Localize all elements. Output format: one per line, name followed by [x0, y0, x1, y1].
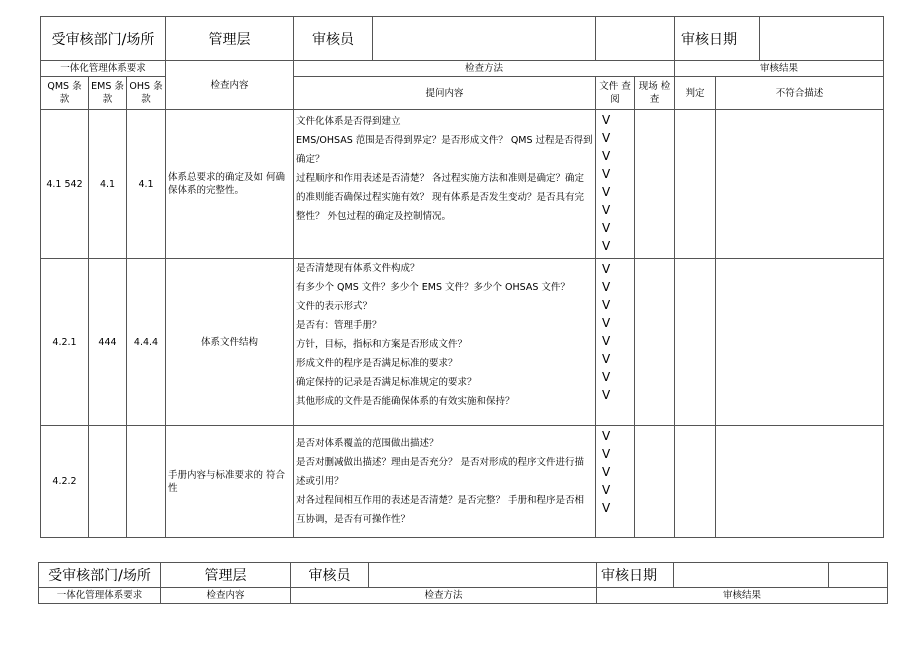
doc-review-marks [596, 259, 635, 426]
question-item: 是否对体系覆盖的范围做出描述？ [296, 438, 439, 449]
audit-checklist-table [40, 16, 884, 538]
qms-clause: 4.1 542 [41, 110, 89, 259]
header-row [39, 563, 888, 588]
check-mark: V [602, 113, 611, 127]
dept-label: 受审核部门/场所 [39, 563, 161, 588]
check-method-header: 检查方法 [291, 588, 597, 604]
integrated-req-header: 一体化管理体系要求 [41, 61, 166, 77]
question-item: 文件化体系是否得到建立 [296, 116, 401, 127]
question-item: 是否对删减做出描述？理由是否充分？ 是否对形成的程序文件进行描述或引用？ [296, 457, 585, 487]
ems-clause [89, 426, 127, 538]
date-label: 审核日期 [597, 563, 674, 587]
question-item: 有多少个 QMS 文件？多少个 EMS 文件？多少个 OHSAS 文件？ [296, 282, 570, 293]
nonconformity-header: 不符合描述 [716, 77, 884, 110]
judgement-cell [675, 259, 716, 426]
check-content: 体系总要求的确定及如 何确保体系的完整性。 [166, 110, 294, 259]
dept-value: 管理层 [161, 563, 291, 588]
check-mark: V [602, 298, 611, 312]
check-mark: V [602, 280, 611, 294]
auditor-value [369, 563, 597, 588]
nonconformity-cell [716, 426, 884, 538]
ohs-header: OHS 条款 [127, 77, 166, 110]
question-item: 是否清楚现有体系文件构成？ [296, 263, 420, 274]
question-item: 对各过程间相互作用的表述是否清楚？是否完整？ 手册和程序是否相互协调，是否有可操作性？ [296, 495, 585, 525]
auditor-label: 审核员 [294, 17, 373, 60]
check-mark: V [602, 388, 611, 402]
integrated-req-header: 一体化管理体系要求 [39, 588, 161, 604]
ems-header: EMS 条款 [89, 77, 127, 110]
qms-clause: 4.2.2 [41, 426, 89, 538]
check-mark: V [602, 149, 611, 163]
check-mark: V [602, 262, 611, 276]
question-list [294, 259, 596, 426]
ems-clause: 4.1 [89, 110, 127, 259]
doc-review-marks [596, 110, 635, 259]
questions-header: 提问内容 [294, 77, 596, 110]
question-list [294, 426, 596, 538]
auditor-label: 审核员 [291, 563, 369, 588]
date-cell [675, 17, 884, 61]
doc-review-header: 文件 查阅 [596, 77, 635, 110]
check-mark: V [602, 239, 611, 253]
check-mark: V [602, 167, 611, 181]
check-content: 体系文件结构 [166, 259, 294, 426]
content-header: 检查内容 [161, 588, 291, 604]
check-mark: V [602, 429, 611, 443]
qms-header: QMS 条款 [41, 77, 89, 110]
auditor-value [373, 17, 595, 60]
check-mark: V [602, 185, 611, 199]
check-mark: V [602, 221, 611, 235]
check-mark: V [602, 131, 611, 145]
check-mark: V [602, 352, 611, 366]
auditor-value-ext [596, 17, 675, 61]
auditor-cell [294, 17, 596, 61]
check-mark: V [602, 465, 611, 479]
nonconformity-cell [716, 259, 884, 426]
ohs-clause: 4.1 [127, 110, 166, 259]
question-item: 确定保持的记录是否满足标准规定的要求？ [296, 377, 477, 388]
table-row [41, 110, 884, 259]
content-header: 检查内容 [166, 61, 294, 110]
question-item: 文件的表示形式？ [296, 301, 373, 312]
date-value [674, 563, 828, 587]
dept-value-text: 管理层 [208, 31, 251, 48]
question-item: 形成文件的程序是否满足标准的要求？ [296, 358, 458, 369]
site-check-cell [635, 426, 675, 538]
question-item: 方针，目标，指标和方案是否形成文件？ [296, 339, 468, 350]
question-item: 其他形成的文件是否能确保体系的有效实施和保持？ [296, 396, 515, 407]
column-group-row [39, 588, 888, 604]
question-item: 过程顺序和作用表述是否清楚？ 各过程实施方法和准则是确定？确定的准则能否确保过程实施有效？ 现有体系是否发生变动？是否具有完整性？ 外包过程的确定及控制情况。 [296, 173, 585, 222]
table-row [41, 259, 884, 426]
site-check-header: 现场 检查 [635, 77, 675, 110]
audit-result-header: 审核结果 [675, 61, 884, 77]
check-mark: V [602, 334, 611, 348]
date-value-ext [829, 563, 888, 588]
question-item: EMS/OHSAS 范围是否得到界定？是否形成文件？ QMS 过程是否得到确定？ [296, 135, 593, 165]
dept-value [166, 17, 294, 61]
ohs-clause: 4.4.4 [127, 259, 166, 426]
question-list [294, 110, 596, 259]
check-mark: V [602, 370, 611, 384]
check-method-header: 检查方法 [294, 61, 675, 77]
judgement-cell [675, 110, 716, 259]
table-row [41, 426, 884, 538]
check-mark: V [602, 483, 611, 497]
ohs-clause [127, 426, 166, 538]
doc-review-marks [596, 426, 635, 538]
nonconformity-cell [716, 110, 884, 259]
header-row [41, 17, 884, 61]
check-mark: V [602, 316, 611, 330]
date-label: 审核日期 [675, 17, 760, 60]
judgement-cell [675, 426, 716, 538]
audit-result-header: 审核结果 [597, 588, 888, 604]
check-content: 手册内容与标准要求的 符合性 [166, 426, 294, 538]
check-mark: V [602, 203, 611, 217]
check-mark: V [602, 447, 611, 461]
site-check-cell [635, 110, 675, 259]
audit-checklist-table-continued [38, 562, 888, 604]
column-group-row [41, 61, 884, 77]
ems-clause: 444 [89, 259, 127, 426]
question-item: 是否有：管理手册？ [296, 320, 382, 331]
date-value [760, 17, 883, 60]
qms-clause: 4.2.1 [41, 259, 89, 426]
date-cell [597, 563, 829, 588]
check-mark: V [602, 501, 611, 515]
site-check-cell [635, 259, 675, 426]
dept-label: 受审核部门/场所 [41, 17, 166, 61]
judgement-header: 判定 [675, 77, 716, 110]
